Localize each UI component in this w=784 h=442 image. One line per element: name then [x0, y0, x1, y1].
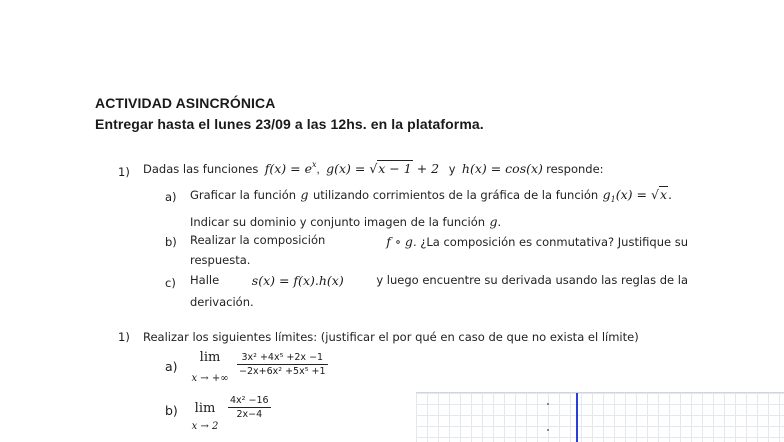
- item-1b-letter: b): [165, 235, 177, 249]
- limit-a: lim x → +∞: [191, 350, 229, 384]
- fraction-b-denominator: 2x−4: [228, 407, 271, 420]
- graph-tick-mark: [547, 429, 549, 431]
- h-definition: h(x) = cos(x): [461, 161, 543, 176]
- item-1a-line2: Indicar su dominio y conjunto imagen de la función g.: [190, 214, 502, 229]
- item-2a-letter: a): [165, 359, 178, 374]
- item-1-statement: Dadas las funciones $f(x) = e^x$, g(x) = √x − 1 + 2 y h(x) = cos(x) responde:: [143, 160, 604, 176]
- document-title: ACTIVIDAD ASINCRÓNICA: [95, 95, 276, 111]
- graph-y-axis: [576, 393, 578, 442]
- item-1c-line1: Halle s(x) = f(x).h(x) y luego encuentre su derivada usando las reglas de la: [190, 273, 688, 288]
- item-1-number: 1): [118, 165, 130, 179]
- graph-grid: [416, 392, 784, 442]
- document-subtitle: Entregar hasta el lunes 23/09 a las 12hs. en la plataforma.: [95, 116, 484, 132]
- item-1c-line2: derivación.: [190, 295, 254, 309]
- fraction-b-numerator: 4x² −16: [230, 395, 269, 406]
- graph-tick-mark: [547, 403, 549, 405]
- item-2b-letter: b): [165, 403, 178, 418]
- item-1c-letter: c): [165, 276, 176, 290]
- f-definition: $f(x) = e^x$: [264, 160, 317, 176]
- conjunction: y: [448, 162, 456, 176]
- fraction-a-numerator: 3x² +4x⁵ +2x −1: [241, 352, 324, 363]
- item-2-intro: Realizar los siguientes límites: (justificar el por qué en caso de que no exista el límite): [143, 330, 639, 344]
- limit-b: lim x → 2: [191, 401, 219, 432]
- item-1b-line2: respuesta.: [190, 253, 251, 267]
- fraction-a-denominator: −2x+6x² +5x⁵ +1: [239, 366, 326, 377]
- fraction-a: [237, 352, 328, 377]
- item-1a-letter: a): [165, 190, 177, 204]
- fraction-b: [228, 395, 271, 420]
- item-1b-line1: Realizar la composición f ∘ g. ¿La composición es conmutativa? Justifique su: [190, 233, 688, 249]
- g-definition: g(x) = √x − 1 + 2: [326, 161, 440, 176]
- item-1-intro: Dadas las funciones: [143, 162, 259, 176]
- item-1-end: responde:: [546, 162, 604, 176]
- item-2-number: 1): [118, 330, 130, 344]
- item-1a-line1: Graficar la función g utilizando corrimientos de la gráfica de la función $g_1(x) = √x$.: [190, 187, 672, 204]
